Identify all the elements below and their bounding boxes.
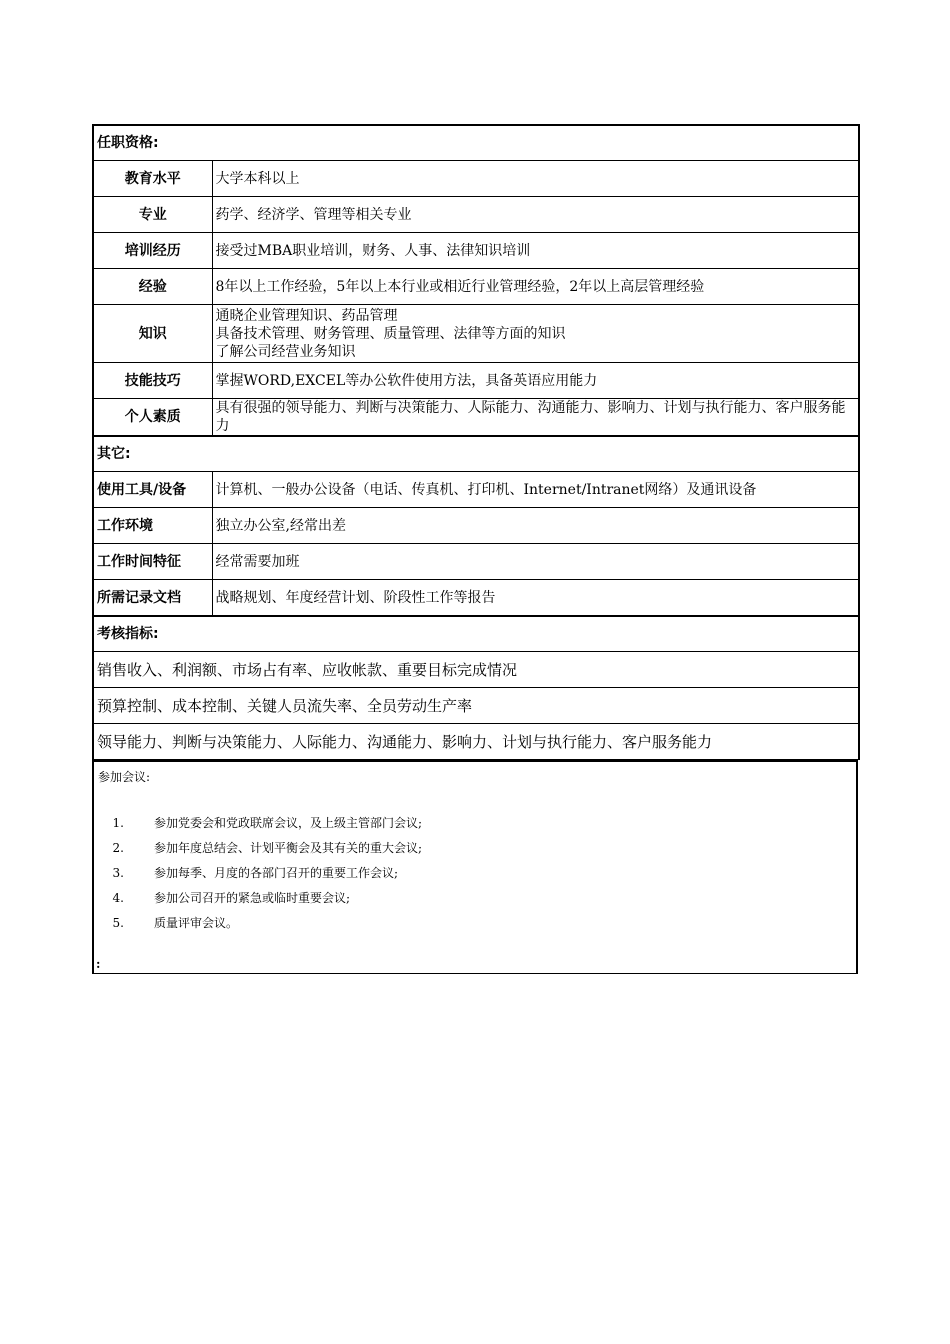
- table-row: [93, 508, 859, 544]
- table-row: [93, 544, 859, 580]
- table-row: [93, 161, 859, 197]
- documents-value: 战略规划、年度经营计划、阶段性工作等报告: [212, 580, 859, 617]
- knowledge-line: 通晓企业管理知识、药品管理: [215, 307, 398, 324]
- list-number: 5.: [112, 916, 124, 930]
- work-time-value: 经常需要加班: [212, 544, 859, 580]
- list-number: 1.: [112, 816, 124, 830]
- list-item: [94, 914, 422, 939]
- table-row: [93, 688, 859, 724]
- list-number: 4.: [112, 891, 124, 905]
- education-value: 大学本科以上: [212, 161, 859, 197]
- other-title: 其它:: [93, 436, 859, 472]
- meetings-footer: :: [96, 957, 101, 971]
- table-row: [93, 472, 859, 508]
- experience-label: 经验: [93, 269, 212, 305]
- list-text: 参加公司召开的紧急或临时重要会议;: [154, 891, 351, 905]
- knowledge-line: 具备技术管理、财务管理、质量管理、法律等方面的知识: [215, 325, 566, 342]
- meetings-list: [94, 814, 422, 939]
- environment-value: 独立办公室,经常出差: [212, 508, 859, 544]
- environment-label: 工作环境: [93, 508, 212, 544]
- meetings-title: 参加会议:: [98, 770, 151, 784]
- education-label: 教育水平: [93, 161, 212, 197]
- list-item: [94, 839, 422, 864]
- list-item: [94, 814, 422, 839]
- table-row: [93, 652, 859, 688]
- table-row: [93, 724, 859, 760]
- tools-value: 计算机、一般办公设备（电话、传真机、打印机、Internet/Intranet网络）及通讯设备: [212, 472, 859, 508]
- table-row: [93, 363, 859, 399]
- training-label: 培训经历: [93, 233, 212, 269]
- personal-quality-label: 个人素质: [93, 399, 212, 437]
- experience-value: 8年以上工作经验，5年以上本行业或相近行业管理经验，2年以上高层管理经验: [212, 269, 859, 305]
- list-text: 质量评审会议。: [154, 916, 239, 930]
- knowledge-line: 了解公司经营业务知识: [215, 343, 356, 360]
- list-text: 参加年度总结会、计划平衡会及其有关的重大会议;: [154, 841, 423, 855]
- major-value: 药学、经济学、管理等相关专业: [212, 197, 859, 233]
- major-label: 专业: [93, 197, 212, 233]
- skills-label: 技能技巧: [93, 363, 212, 399]
- tools-label: 使用工具/设备: [93, 472, 212, 508]
- skills-value: 掌握WORD,EXCEL等办公软件使用方法，具备英语应用能力: [212, 363, 859, 399]
- table-row: [93, 399, 859, 437]
- qualifications-table: [92, 124, 860, 760]
- work-time-label: 工作时间特征: [93, 544, 212, 580]
- table-row: [93, 305, 859, 363]
- kpi-item: 预算控制、成本控制、关键人员流失率、全员劳动生产率: [93, 688, 859, 724]
- kpi-item: 销售收入、利润额、市场占有率、应收帐款、重要目标完成情况: [93, 652, 859, 688]
- knowledge-value: [212, 305, 859, 363]
- list-number: 2.: [112, 841, 124, 855]
- list-text: 参加党委会和党政联席会议，及上级主管部门会议;: [154, 816, 423, 830]
- table-row: [93, 233, 859, 269]
- documents-label: 所需记录文档: [93, 580, 212, 617]
- table-row: [93, 197, 859, 233]
- list-text: 参加每季、月度的各部门召开的重要工作会议;: [154, 866, 399, 880]
- kpi-item: 领导能力、判断与决策能力、人际能力、沟通能力、影响力、计划与执行能力、客户服务能力: [93, 724, 859, 760]
- knowledge-label: 知识: [93, 305, 212, 363]
- table-row: [93, 269, 859, 305]
- list-item: [94, 864, 422, 889]
- list-number: 3.: [112, 866, 124, 880]
- qualifications-title: 任职资格:: [93, 125, 859, 161]
- training-value: 接受过MBA职业培训，财务、人事、法律知识培训: [212, 233, 859, 269]
- kpi-title: 考核指标:: [93, 616, 859, 652]
- list-item: [94, 889, 422, 914]
- personal-quality-value: 具有很强的领导能力、判断与决策能力、人际能力、沟通能力、影响力、计划与执行能力、客户服务能力: [212, 399, 859, 437]
- meetings-section: [92, 760, 858, 974]
- job-description-document: [92, 124, 858, 974]
- table-row: [93, 580, 859, 617]
